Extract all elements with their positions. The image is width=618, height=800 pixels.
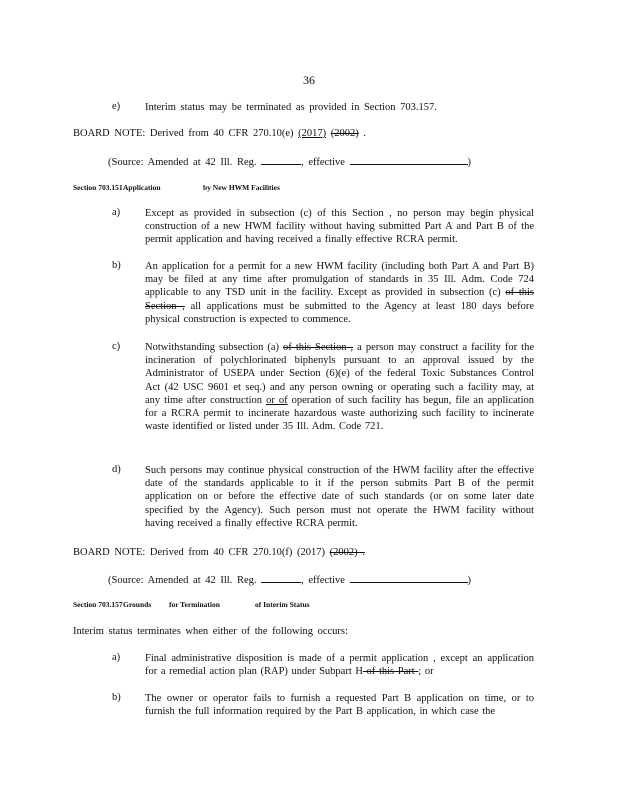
source-1-reg-blank xyxy=(261,154,301,165)
page-number: 36 xyxy=(303,73,315,87)
item-c-underline: or of xyxy=(266,394,288,406)
section-151-number: Section 703.151 xyxy=(73,183,123,192)
section-157-title2: for Termination xyxy=(169,600,220,609)
source-2-date-blank xyxy=(350,572,468,583)
item-a-label: a) xyxy=(112,207,121,218)
board-note-2 xyxy=(73,546,365,559)
board-note-2-prefix: BOARD NOTE: Derived from 40 CFR 270.10(f) (2017) xyxy=(73,547,330,558)
section-151-title2: by New HWM Facilities xyxy=(203,183,280,192)
board-note-1-insert: (2017) xyxy=(298,128,327,139)
section-157-title1: Grounds xyxy=(123,600,152,609)
source-2-reg-blank xyxy=(261,572,301,583)
item-b-part1: An application for a permit for a new HWM facility (including both Part A and Part B) may be filed at any time after promulgation of standards in 35 Ill. Adm. Code 724 applicable to any TSD unit in the facility. Except as provided in subsection (c) xyxy=(145,261,534,299)
item-c-text xyxy=(145,341,534,433)
source-1-b: , effective xyxy=(301,157,345,168)
item-b-text xyxy=(145,260,534,326)
item-a2-part2: ; or xyxy=(418,666,434,678)
item-b2-label: b) xyxy=(112,692,121,703)
item-a2-part1: Final administrative disposition is made of a permit application , except an application for a remedial action plan (RAP) under Subpart H xyxy=(145,653,534,678)
item-a2-label: a) xyxy=(112,652,121,663)
board-note-1-prefix: BOARD NOTE: Derived from 40 CFR 270.10(e) xyxy=(73,128,299,139)
source-line-1 xyxy=(108,154,471,169)
item-c-part2: a person may construct a facility for the incineration of polychlorinated biphenyls pursuant to an approval issued by the Administrator of USEPA under Section (6)(e) of the federal Toxic Substances Control Act (42 USC 9601 et seq.) and any person owning or operating such a facility may, at any time after construction xyxy=(145,342,535,406)
item-c-part1: Notwithstanding subsection (a) xyxy=(145,342,284,353)
item-b2-text: The owner or operator fails to furnish a requested Part B application on time, or to furnish the full information required by the Part B application, in which case the xyxy=(145,693,534,718)
board-note-1-strike: (2002) xyxy=(330,128,359,139)
item-a-text: Except as provided in subsection (c) of this Section , no person may begin physical construction of a new HWM facility without having submitted Part A and Part B of the permit application and having received a finally effective RCRA permit. xyxy=(145,208,534,246)
source-line-2 xyxy=(108,572,471,587)
source-2-c: ) xyxy=(467,575,472,586)
item-c-strike: of this Section , xyxy=(283,342,354,353)
section-157-title3: of Interim Status xyxy=(255,600,310,609)
item-b-part2: all applications must be submitted to the Agency at least 180 days before physical construction is expected to commence. xyxy=(145,300,534,325)
item-e-text: Interim status may be terminated as provided in Section 703.157. xyxy=(145,102,437,113)
source-2-b: , effective xyxy=(301,575,345,586)
item-c-part3: operation of such facility has begun, file an application for a RCRA permit to incinerate hazardous waste authorizing such facility to incinerate waste identified or listed under 35 Ill. Adm. Code 721. xyxy=(145,394,534,433)
section-heading-151 xyxy=(73,183,280,192)
board-note-2-strike: (2002) . xyxy=(329,547,365,558)
item-d-text: Such persons may continue physical construction of the HWM facility after the effective date of the standards applicable to it if the person submits Part B of the permit application on or before the effective date of such standards (or on some later date specified by the Agency). Such person must not operate the HWM facility without having received a finally effective RCRA permit. xyxy=(145,465,534,529)
section-151-title1: Application xyxy=(123,183,161,192)
item-b-label: b) xyxy=(112,260,121,271)
item-e-label: e) xyxy=(112,101,121,112)
source-1-c: ) xyxy=(467,157,472,168)
section-157-number: Section 703.157 xyxy=(73,600,123,609)
item-b-strike: of this Section , xyxy=(145,287,534,312)
source-1-date-blank xyxy=(350,154,468,165)
board-note-1-end: . xyxy=(358,128,367,139)
item-c-label: c) xyxy=(112,341,121,352)
source-1-a: (Source: Amended at 42 Ill. Reg. xyxy=(108,157,257,168)
item-a2-text xyxy=(145,652,534,678)
source-2-a: (Source: Amended at 42 Ill. Reg. xyxy=(108,575,257,586)
section-heading-157 xyxy=(73,600,310,609)
interim-intro: Interim status terminates when either of the following occurs: xyxy=(73,626,348,637)
item-a2-strike: of this Part xyxy=(362,666,419,678)
board-note-1 xyxy=(73,127,366,140)
item-d-label: d) xyxy=(112,464,121,475)
